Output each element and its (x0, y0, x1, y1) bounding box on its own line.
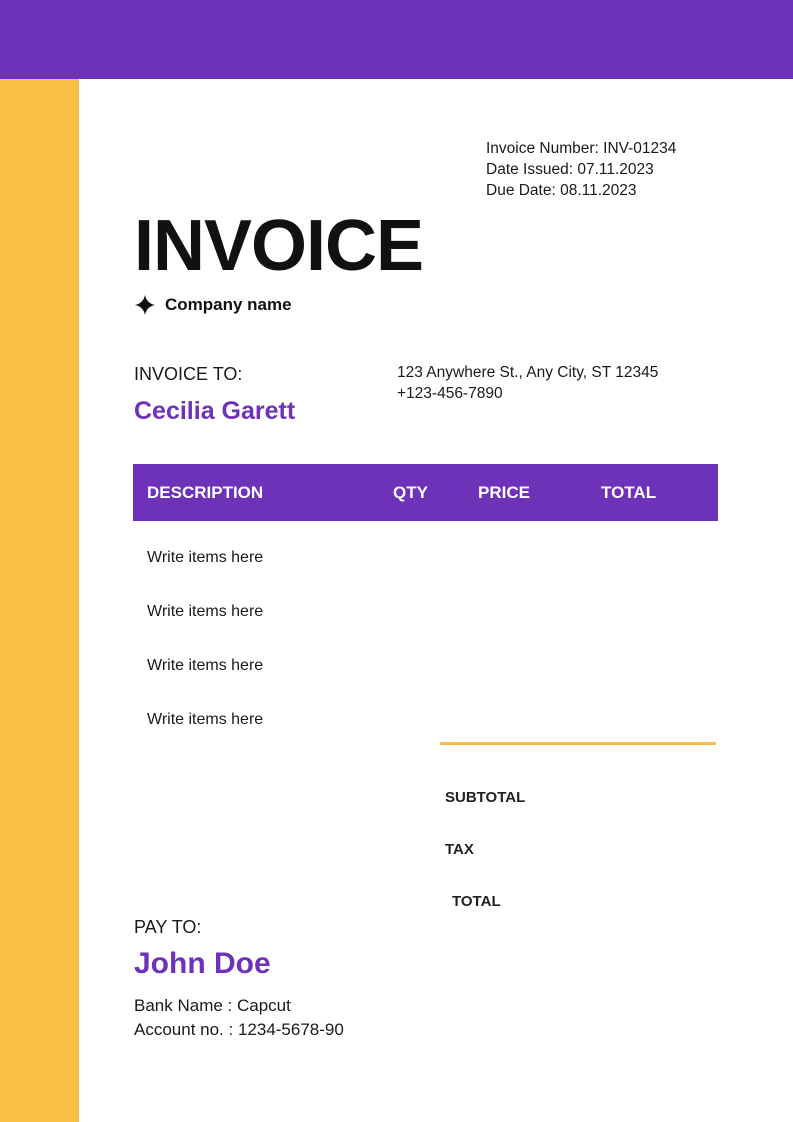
table-row[interactable]: Write items here (147, 657, 264, 674)
bank-name: Bank Name : Capcut (134, 996, 291, 1015)
tax-label: TAX (445, 841, 474, 858)
column-header-qty: QTY (393, 483, 428, 502)
column-header-total: TOTAL (601, 483, 657, 502)
invoice-number: Invoice Number: INV-01234 (486, 140, 677, 157)
table-row[interactable]: Write items here (147, 603, 264, 620)
totals-divider (440, 742, 716, 745)
table-row[interactable]: Write items here (147, 711, 264, 728)
date-issued: Date Issued: 07.11.2023 (486, 161, 654, 178)
items-table-body (147, 549, 547, 765)
sparkle-icon (134, 294, 156, 316)
table-row[interactable]: Write items here (147, 549, 264, 566)
client-address: 123 Anywhere St., Any City, ST 12345 (397, 364, 659, 381)
invoice-to-label: INVOICE TO: (134, 364, 243, 384)
company-name: Company name (165, 295, 292, 314)
client-contact (397, 362, 658, 404)
account-number: Account no. : 1234-5678-90 (134, 1020, 344, 1039)
column-header-description: DESCRIPTION (147, 483, 264, 502)
payee-name: John Doe (134, 947, 271, 980)
client-phone: +123-456-7890 (397, 385, 503, 402)
invoice-content (79, 79, 793, 1122)
items-table-header (133, 464, 718, 521)
invoice-meta (486, 138, 676, 201)
pay-to-label: PAY TO: (134, 917, 202, 937)
top-purple-band (0, 0, 793, 79)
subtotal-label: SUBTOTAL (445, 789, 526, 806)
total-label: TOTAL (452, 893, 501, 910)
column-header-price: PRICE (478, 483, 530, 502)
page-title: INVOICE (134, 206, 424, 286)
bank-details (134, 994, 344, 1042)
due-date: Due Date: 08.11.2023 (486, 182, 637, 199)
company-row (134, 294, 292, 316)
left-yellow-band (0, 79, 79, 1122)
client-name: Cecilia Garett (134, 397, 296, 425)
